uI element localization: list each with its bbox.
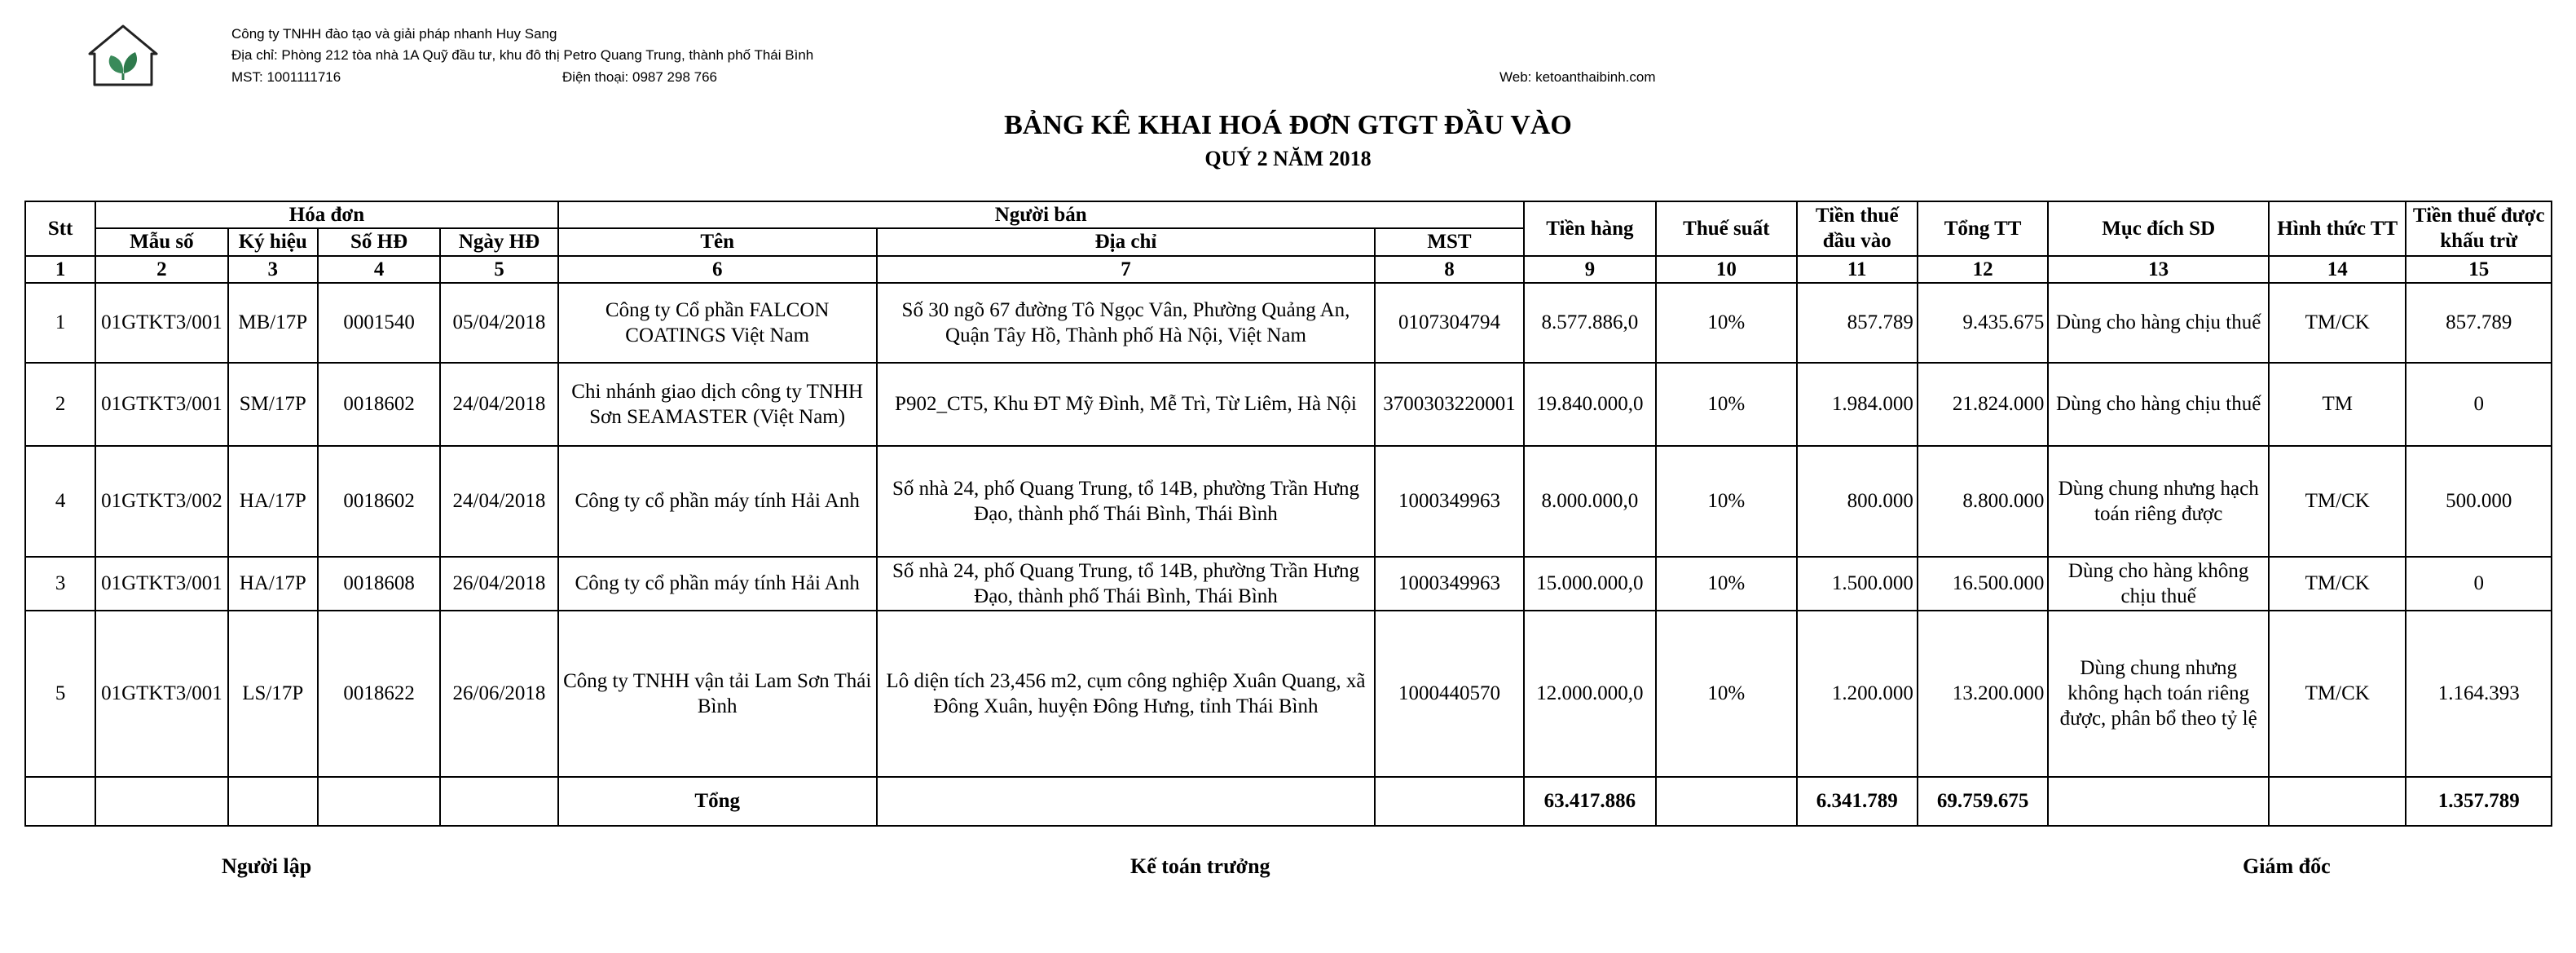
header-tien-thue: Tiền thuế đầu vào bbox=[1797, 201, 1918, 256]
header-khau-tru: Tiền thuế được khấu trừ bbox=[2406, 201, 2552, 256]
column-number: 7 bbox=[877, 256, 1376, 283]
invoice-table bbox=[24, 201, 2552, 827]
column-number: 3 bbox=[228, 256, 318, 283]
cell-tien-hang: 12.000.000,0 bbox=[1524, 611, 1656, 777]
company-phone: Điện thoại: 0987 298 766 bbox=[562, 69, 717, 85]
document-title: BẢNG KÊ KHAI HOÁ ĐƠN GTGT ĐẦU VÀO bbox=[1004, 110, 1572, 140]
cell-ten: Công ty Cổ phần FALCON COATINGS Việt Nam bbox=[558, 283, 877, 363]
cell-stt: 4 bbox=[25, 446, 95, 557]
cell-so-hd: 0018622 bbox=[318, 611, 440, 777]
cell-muc-dich: Dùng cho hàng chịu thuế bbox=[2048, 283, 2269, 363]
cell-mau-so: 01GTKT3/001 bbox=[95, 363, 227, 446]
column-number: 13 bbox=[2048, 256, 2269, 283]
table-row bbox=[25, 283, 2552, 363]
cell-tien-hang: 8.000.000,0 bbox=[1524, 446, 1656, 557]
cell-mst: 1000349963 bbox=[1375, 557, 1523, 611]
cell-thue-suat: 10% bbox=[1656, 446, 1796, 557]
header-dia-chi: Địa chỉ bbox=[877, 228, 1376, 255]
header-hinh-thuc: Hình thức TT bbox=[2269, 201, 2406, 256]
document-subtitle: QUÝ 2 NĂM 2018 bbox=[1204, 147, 1372, 170]
cell-mst: 1000440570 bbox=[1375, 611, 1523, 777]
cell-khau-tru: 0 bbox=[2406, 363, 2552, 446]
cell-stt: 3 bbox=[25, 557, 95, 611]
cell-tien-hang: 15.000.000,0 bbox=[1524, 557, 1656, 611]
cell-mau-so: 01GTKT3/001 bbox=[95, 611, 227, 777]
cell-hinh-thuc: TM/CK bbox=[2269, 283, 2406, 363]
cell-ten: Công ty TNHH vận tải Lam Sơn Thái Bình bbox=[558, 611, 877, 777]
column-number: 12 bbox=[1918, 256, 2048, 283]
header-nguoi-ban: Người bán bbox=[558, 201, 1524, 228]
total-tien-thue: 6.341.789 bbox=[1797, 777, 1918, 826]
cell-thue-suat: 10% bbox=[1656, 283, 1796, 363]
cell-mst: 3700303220001 bbox=[1375, 363, 1523, 446]
cell-mau-so: 01GTKT3/002 bbox=[95, 446, 227, 557]
cell-khau-tru: 1.164.393 bbox=[2406, 611, 2552, 777]
total-label: Tổng bbox=[558, 777, 877, 826]
cell-so-hd: 0001540 bbox=[318, 283, 440, 363]
cell-ten: Chi nhánh giao dịch công ty TNHH Sơn SEAMASTER (Việt Nam) bbox=[558, 363, 877, 446]
total-row bbox=[25, 777, 2552, 826]
cell-ngay-hd: 24/04/2018 bbox=[440, 363, 557, 446]
column-number: 1 bbox=[25, 256, 95, 283]
cell-ngay-hd: 26/06/2018 bbox=[440, 611, 557, 777]
header-tong-tt: Tổng TT bbox=[1918, 201, 2048, 256]
cell-stt: 5 bbox=[25, 611, 95, 777]
cell-dia-chi: Số 30 ngõ 67 đường Tô Ngọc Vân, Phường Quảng An, Quận Tây Hồ, Thành phố Hà Nội, Việt Nam bbox=[877, 283, 1376, 363]
signature-giam-doc: Giám đốc bbox=[2243, 854, 2331, 878]
cell-tien-thue: 857.789 bbox=[1797, 283, 1918, 363]
total-empty-cell bbox=[318, 777, 440, 826]
cell-muc-dich: Dùng cho hàng không chịu thuế bbox=[2048, 557, 2269, 611]
total-empty-cell bbox=[25, 777, 95, 826]
cell-mst: 1000349963 bbox=[1375, 446, 1523, 557]
cell-stt: 2 bbox=[25, 363, 95, 446]
header-ngay-hd: Ngày HĐ bbox=[440, 228, 557, 255]
cell-thue-suat: 10% bbox=[1656, 611, 1796, 777]
header-tien-hang: Tiền hàng bbox=[1524, 201, 1656, 256]
header-thue-suat: Thuế suất bbox=[1656, 201, 1796, 256]
cell-tien-thue: 1.984.000 bbox=[1797, 363, 1918, 446]
total-tong-tt: 69.759.675 bbox=[1918, 777, 2048, 826]
cell-thue-suat: 10% bbox=[1656, 557, 1796, 611]
cell-ten: Công ty cổ phần máy tính Hải Anh bbox=[558, 557, 877, 611]
total-tien-hang: 63.417.886 bbox=[1524, 777, 1656, 826]
cell-ky-hieu: MB/17P bbox=[228, 283, 318, 363]
cell-so-hd: 0018602 bbox=[318, 363, 440, 446]
cell-dia-chi: Số nhà 24, phố Quang Trung, tổ 14B, phường Trần Hưng Đạo, thành phố Thái Bình, Thái Bình bbox=[877, 557, 1376, 611]
header-ten: Tên bbox=[558, 228, 877, 255]
cell-hinh-thuc: TM bbox=[2269, 363, 2406, 446]
cell-muc-dich: Dùng cho hàng chịu thuế bbox=[2048, 363, 2269, 446]
total-khau-tru: 1.357.789 bbox=[2406, 777, 2552, 826]
header-so-hd: Số HĐ bbox=[318, 228, 440, 255]
total-empty-cell bbox=[2269, 777, 2406, 826]
cell-tien-thue: 800.000 bbox=[1797, 446, 1918, 557]
cell-ky-hieu: SM/17P bbox=[228, 363, 318, 446]
cell-so-hd: 0018602 bbox=[318, 446, 440, 557]
column-number: 6 bbox=[558, 256, 877, 283]
cell-tien-thue: 1.500.000 bbox=[1797, 557, 1918, 611]
cell-hinh-thuc: TM/CK bbox=[2269, 557, 2406, 611]
total-empty-cell bbox=[95, 777, 227, 826]
cell-tien-hang: 19.840.000,0 bbox=[1524, 363, 1656, 446]
cell-khau-tru: 857.789 bbox=[2406, 283, 2552, 363]
cell-ky-hieu: HA/17P bbox=[228, 557, 318, 611]
cell-tong-tt: 9.435.675 bbox=[1918, 283, 2048, 363]
column-number: 4 bbox=[318, 256, 440, 283]
column-number: 10 bbox=[1656, 256, 1796, 283]
table-row bbox=[25, 363, 2552, 446]
header-mau-so: Mẫu số bbox=[95, 228, 227, 255]
column-number: 2 bbox=[95, 256, 227, 283]
signature-ke-toan-truong: Kế toán trưởng bbox=[1130, 854, 1270, 878]
header-ky-hieu: Ký hiệu bbox=[228, 228, 318, 255]
cell-dia-chi: Số nhà 24, phố Quang Trung, tổ 14B, phường Trần Hưng Đạo, thành phố Thái Bình, Thái Bình bbox=[877, 446, 1376, 557]
company-website: Web: ketoanthaibinh.com bbox=[1499, 69, 1656, 85]
company-name: Công ty TNHH đào tạo và giải pháp nhanh Huy Sang bbox=[231, 26, 557, 42]
header-mst: MST bbox=[1375, 228, 1523, 255]
total-empty-cell bbox=[440, 777, 557, 826]
cell-ngay-hd: 26/04/2018 bbox=[440, 557, 557, 611]
cell-hinh-thuc: TM/CK bbox=[2269, 446, 2406, 557]
cell-stt: 1 bbox=[25, 283, 95, 363]
table-row bbox=[25, 446, 2552, 557]
cell-ngay-hd: 24/04/2018 bbox=[440, 446, 557, 557]
header-stt: Stt bbox=[25, 201, 95, 256]
house-leaf-logo-icon bbox=[86, 23, 160, 88]
cell-tong-tt: 21.824.000 bbox=[1918, 363, 2048, 446]
column-number: 8 bbox=[1375, 256, 1523, 283]
total-empty-cell bbox=[1656, 777, 1796, 826]
column-number: 15 bbox=[2406, 256, 2552, 283]
column-number-row bbox=[25, 256, 2552, 283]
header-muc-dich: Mục đích SD bbox=[2048, 201, 2269, 256]
cell-khau-tru: 500.000 bbox=[2406, 446, 2552, 557]
column-number: 14 bbox=[2269, 256, 2406, 283]
cell-muc-dich: Dùng chung nhưng không hạch toán riêng được, phân bổ theo tỷ lệ bbox=[2048, 611, 2269, 777]
cell-ky-hieu: HA/17P bbox=[228, 446, 318, 557]
cell-ten: Công ty cổ phần máy tính Hải Anh bbox=[558, 446, 877, 557]
cell-dia-chi: Lô diện tích 23,456 m2, cụm công nghiệp Xuân Quang, xã Đông Xuân, huyện Đông Hưng, tỉnh Thái Bình bbox=[877, 611, 1376, 777]
column-number: 5 bbox=[440, 256, 557, 283]
cell-tien-hang: 8.577.886,0 bbox=[1524, 283, 1656, 363]
table-row bbox=[25, 557, 2552, 611]
total-empty-cell bbox=[1375, 777, 1523, 826]
cell-so-hd: 0018608 bbox=[318, 557, 440, 611]
table-row bbox=[25, 611, 2552, 777]
signature-nguoi-lap: Người lập bbox=[222, 854, 312, 878]
cell-ky-hieu: LS/17P bbox=[228, 611, 318, 777]
column-number: 11 bbox=[1797, 256, 1918, 283]
cell-tien-thue: 1.200.000 bbox=[1797, 611, 1918, 777]
cell-dia-chi: P902_CT5, Khu ĐT Mỹ Đình, Mễ Trì, Từ Liêm, Hà Nội bbox=[877, 363, 1376, 446]
total-empty-cell bbox=[228, 777, 318, 826]
cell-khau-tru: 0 bbox=[2406, 557, 2552, 611]
cell-ngay-hd: 05/04/2018 bbox=[440, 283, 557, 363]
column-number: 9 bbox=[1524, 256, 1656, 283]
cell-mau-so: 01GTKT3/001 bbox=[95, 557, 227, 611]
cell-hinh-thuc: TM/CK bbox=[2269, 611, 2406, 777]
cell-tong-tt: 13.200.000 bbox=[1918, 611, 2048, 777]
cell-tong-tt: 16.500.000 bbox=[1918, 557, 2048, 611]
total-empty-cell bbox=[877, 777, 1376, 826]
cell-mau-so: 01GTKT3/001 bbox=[95, 283, 227, 363]
cell-thue-suat: 10% bbox=[1656, 363, 1796, 446]
company-logo bbox=[86, 23, 160, 88]
company-address: Địa chỉ: Phòng 212 tòa nhà 1A Quỹ đầu tư, khu đô thị Petro Quang Trung, thành phố Thái Bình bbox=[231, 47, 814, 63]
cell-mst: 0107304794 bbox=[1375, 283, 1523, 363]
cell-muc-dich: Dùng chung nhưng hạch toán riêng được bbox=[2048, 446, 2269, 557]
header-hoa-don: Hóa đơn bbox=[95, 201, 557, 228]
company-tax-code: MST: 1001111716 bbox=[231, 69, 341, 85]
total-empty-cell bbox=[2048, 777, 2269, 826]
cell-tong-tt: 8.800.000 bbox=[1918, 446, 2048, 557]
